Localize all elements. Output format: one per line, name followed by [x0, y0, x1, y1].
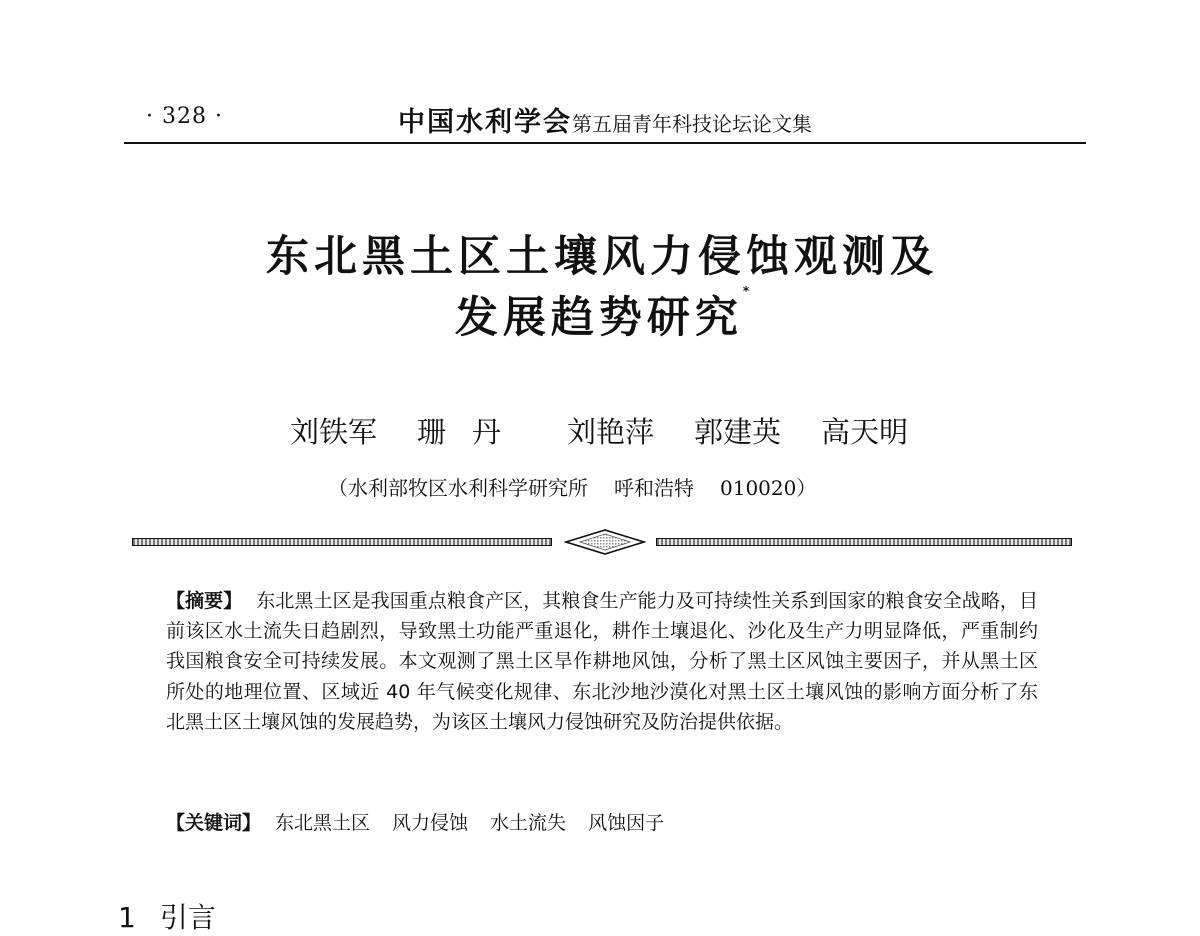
- section-number: 1: [118, 901, 136, 934]
- paper-title-text: 发展趋势研究: [454, 293, 743, 343]
- abstract-text: 东北黑土区是我国重点粮食产区，其粮食生产能力及可持续性关系到国家的粮食安全战略，目前该区水土流失日趋剧烈，导致黑土功能严重退化，耕作土壤退化、沙化及生产力明显降低，严重制约我国粮食安全可持续发展。本文观测了黑土区旱作耕地风蚀，分析了黑土区风蚀主要因子，并从黑土区所处的地理位置、区域近 40 年气候变化规律、东北沙地沙漠化对黑土区土壤风蚀的影响方面分析了东北黑土区土壤风蚀的发展趋势，为该区土壤风力侵蚀研究及防治提供依据。: [166, 590, 1038, 733]
- author-name: 刘艳萍: [567, 415, 655, 449]
- author-name: 刘铁军: [290, 415, 378, 449]
- abstract-label: 【摘要】: [166, 590, 243, 612]
- affiliation-city: 呼和浩特: [614, 476, 694, 500]
- keyword: 水土流失: [490, 812, 567, 834]
- ornament-bar-left: [132, 538, 552, 546]
- journal-subtitle: 第五届青年科技论坛论文集: [572, 112, 812, 136]
- author-name: 珊丹: [417, 415, 528, 449]
- author-affiliation: [328, 472, 816, 501]
- affiliation-close-paren: ）: [796, 476, 817, 500]
- journal-header: [398, 100, 812, 139]
- ornament-bar-right: [656, 538, 1072, 546]
- journal-brand: 中国水利学会: [398, 107, 572, 138]
- abstract: [166, 586, 1038, 737]
- keyword: 风力侵蚀: [392, 812, 469, 834]
- keyword: 风蚀因子: [588, 812, 665, 834]
- author-name: 高天明: [821, 415, 909, 449]
- title-footnote-marker: *: [742, 284, 750, 298]
- header-rule: [124, 142, 1086, 144]
- author-list: [290, 410, 948, 451]
- paper-title-line-2: [2, 284, 1200, 345]
- section-heading: [118, 896, 216, 936]
- keywords-label: 【关键词】: [166, 812, 262, 834]
- affiliation-institution: 水利部牧区水利科学研究所: [348, 476, 588, 500]
- affiliation-postcode: 010020: [720, 476, 797, 500]
- author-name: 郭建英: [694, 415, 782, 449]
- section-title: 引言: [159, 901, 216, 934]
- affiliation-open-paren: （: [328, 476, 348, 500]
- ornament-diamond-icon: [564, 528, 646, 556]
- keywords: [166, 808, 1066, 835]
- keyword: 东北黑土区: [275, 812, 371, 834]
- paper-title-line-1: 东北黑土区土壤风力侵蚀观测及: [266, 232, 938, 282]
- page-number: · 328 ·: [146, 104, 223, 129]
